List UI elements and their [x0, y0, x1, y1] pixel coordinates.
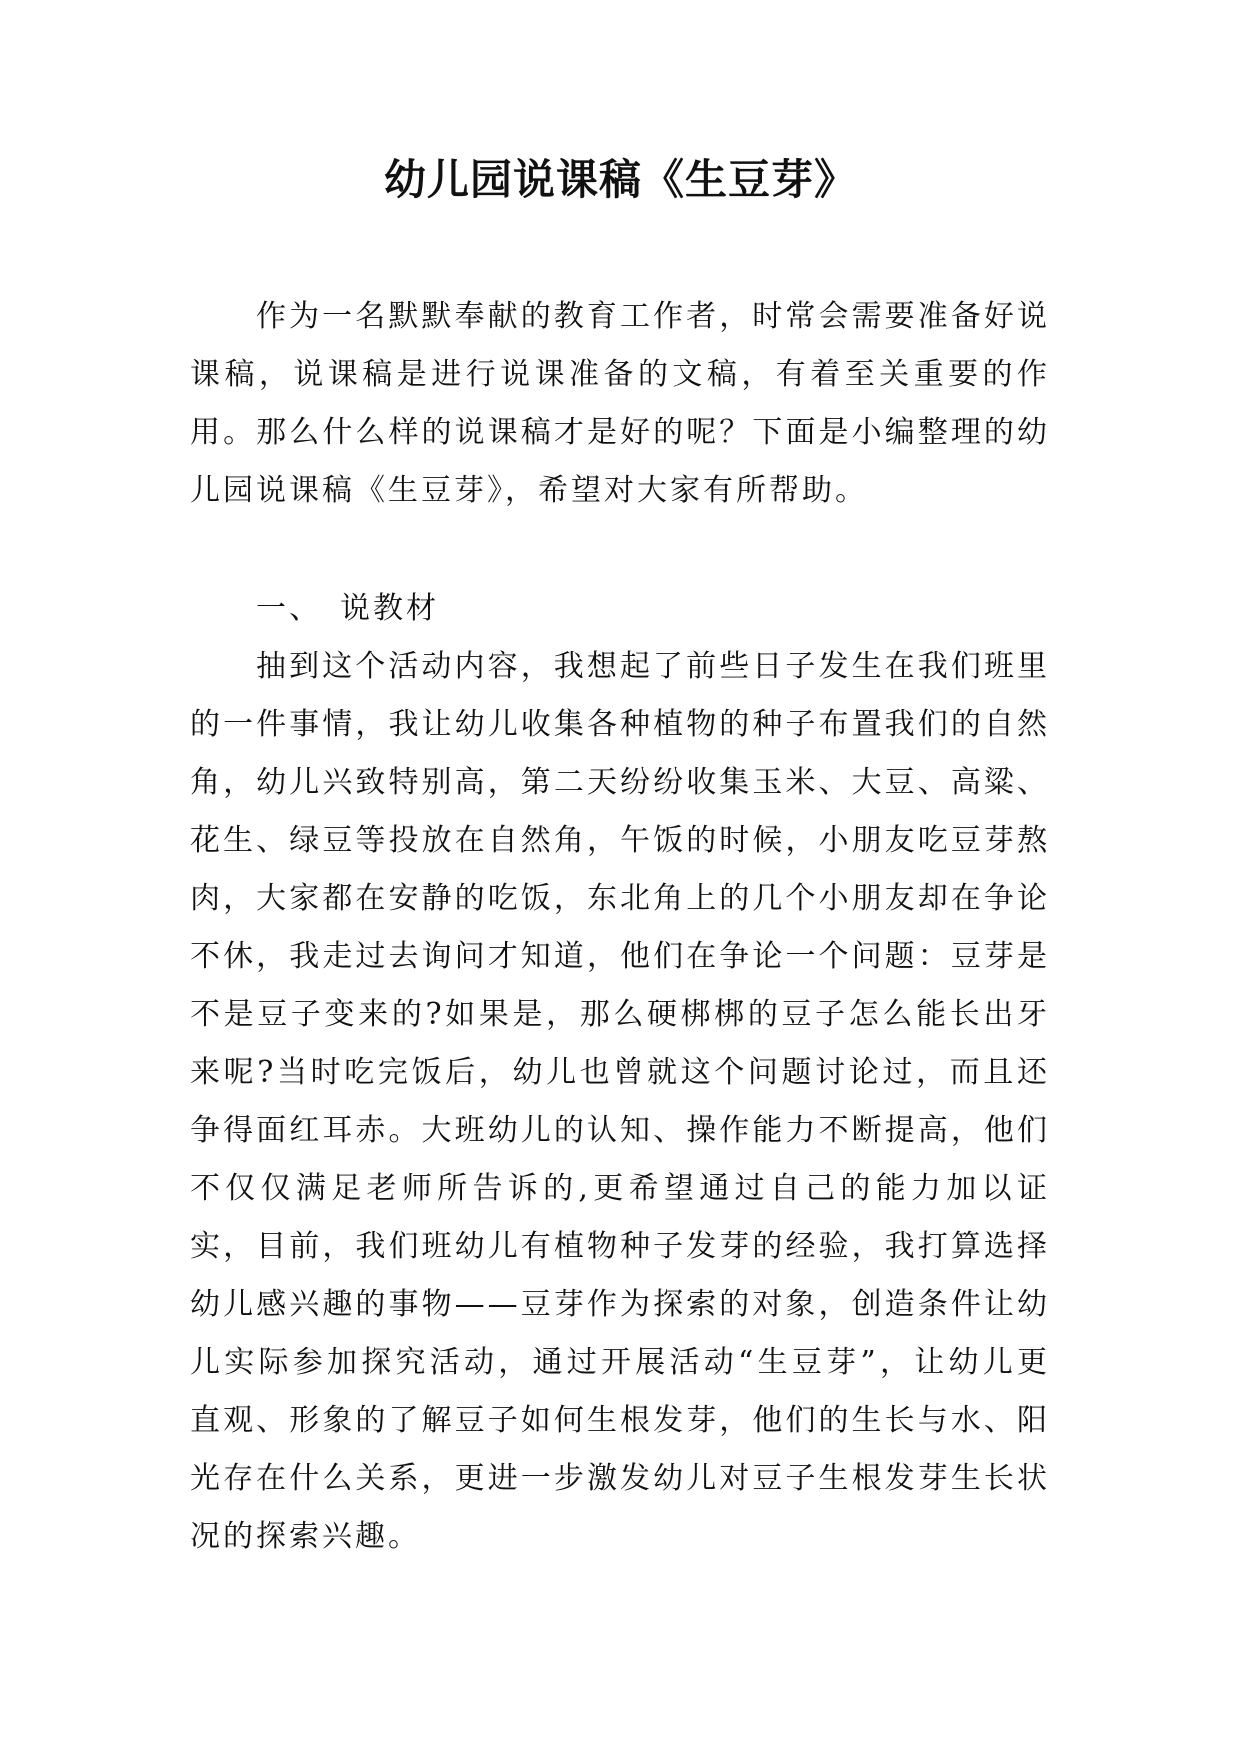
intro-paragraph: 作为一名默默奉献的教育工作者，时常会需要准备好说课稿，说课稿是进行说课准备的文稿，有着至关重要的作用。那么什么样的说课稿才是好的呢？下面是小编整理的幼儿园说课稿《生豆芽》，希望对大家有所帮助。 [190, 299, 1050, 508]
section-paragraph: 抽到这个活动内容，我想起了前些日子发生在我们班里的一件事情，我让幼儿收集各种植物的种子布置我们的自然角，幼儿兴致特别高，第二天纷纷收集玉米、大豆、高粱、花生、绿豆等投放在自然角，午饭的时候，小朋友吃豆芽熬肉，大家都在安静的吃饭，东北角上的几个小朋友却在争论不休，我走过去询问才知道，他们在争论一个问题：豆芽是不是豆子变来的?如果是，那么硬梆梆的豆子怎么能长出牙来呢?当时吃完饭后，幼儿也曾就这个问题讨论过，而且还争得面红耳赤。大班幼儿的认知、操作能力不断提高，他们不仅仅满足老师所告诉的,更希望通过自己的能力加以证实，目前，我们班幼儿有植物种子发芽的经验，我打算选择幼儿感兴趣的事物——豆芽作为探索的对象，创造条件让幼儿实际参加探究活动，通过开展活动“生豆芽”，让幼儿更直观、形象的了解豆子如何生根发芽，他们的生长与水、阳光存在什么关系，更进一步激发幼儿对豆子生根发芽生长状况的探索兴趣。 [190, 649, 1050, 1554]
section-number: 一、 [256, 591, 322, 626]
section-teaching-material [190, 580, 1050, 1566]
document-title: 幼儿园说课稿《生豆芽》 [383, 155, 857, 204]
section-heading [190, 580, 1050, 638]
section-heading-text: 说教材 [340, 591, 439, 626]
